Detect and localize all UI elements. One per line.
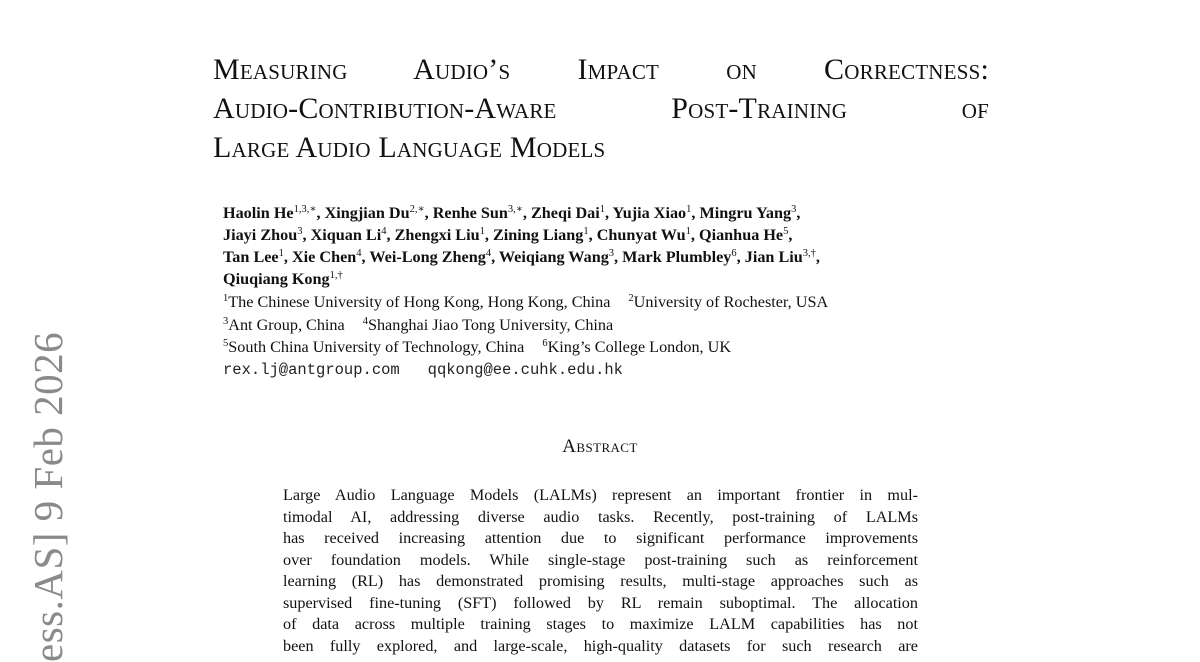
affiliation-line [223,336,983,359]
contact-emails [223,359,983,382]
abstract-line: has received increasing attention due to significant performance improvements [283,529,918,547]
affiliation-marker: 2 [628,293,634,304]
author-separator: , [691,204,700,222]
author-affiliation-marker: 4 [356,248,362,259]
author-separator: , [588,226,597,244]
author-separator: , [386,226,395,244]
affiliation-5: South China University of Technology, China [228,338,525,356]
author-separator: , [316,204,325,222]
author-name: Mingru Yang [699,204,792,222]
author-affiliation-marker: 3 [608,248,615,259]
author-name: Jiayi Zhou [223,226,298,244]
affiliation-marker: 4 [362,315,368,327]
author-line [223,246,983,268]
abstract-line: learning (RL) has demonstrated promising results, multi-stage approaches such as [283,572,918,590]
author-name: Xingjian Du [324,204,410,222]
author-affiliation-marker: 1 [583,226,589,237]
author-line [223,202,983,224]
title-line-1: Measuring Audio’s Impact on Correctness: [213,53,989,86]
author-name: Chunyat Wu [596,226,686,244]
abstract-line: Large Audio Language Models (LALMs) represent an important frontier in mul- [283,486,918,504]
affiliation-marker: 3 [223,315,229,327]
author-name: Tan Lee [223,248,279,266]
author-affiliation-marker: 6 [731,248,737,259]
author-line [223,268,983,290]
author-name: Wei-Long Zheng [369,248,486,266]
paper-title [213,50,989,167]
author-separator: , [302,226,311,244]
author-affiliation-marker: 2,∗ [409,204,425,215]
author-name: Qiuqiang Kong [223,270,330,288]
author-separator: , [736,248,745,266]
author-affiliation-marker: 1 [685,226,691,237]
affiliation-6: King’s College London, UK [547,338,732,356]
author-affiliation-marker: 1 [599,204,606,215]
abstract-line: over foundation models. While single-stage post-training such as reinforcement [283,550,918,569]
affiliations [223,291,983,381]
author-affiliation-marker: 1 [686,204,692,215]
abstract-body [283,485,918,657]
affiliation-marker: 6 [542,338,548,349]
abstract-line: of data across multiple training stages to maximize LALM capabilities has not [283,615,918,633]
author-affiliation-marker: 1 [278,248,284,259]
author-name: Haolin He [223,204,294,222]
author-separator: , [361,248,370,266]
author-separator: , [614,248,623,266]
author-name: Yujia Xiao [612,204,687,222]
author-separator: , [605,204,613,222]
author-list [223,202,983,290]
author-name: Qianhua He [699,226,784,244]
author-affiliation-marker: 1 [479,226,485,237]
author-separator: , [283,248,292,266]
author-name: Jian Liu [744,248,803,266]
author-affiliation-marker: 4 [381,226,387,237]
author-name: Xiquan Li [310,226,382,244]
abstract-heading: Abstract [562,436,638,457]
affiliation-3: Ant Group, China [228,315,345,334]
author-affiliation-marker: 4 [485,248,492,259]
abstract-line: supervised fine-tuning (SFT) followed by RL remain suboptimal. The allocation [283,593,918,612]
abstract-line: been fully explored, and large-scale, high-quality datasets for such research are [283,636,918,655]
author-separator: , [522,204,531,222]
author-separator: , [484,226,493,244]
title-line-3: Large Audio Language Models [213,131,606,164]
email-link-2[interactable]: qqkong@ee.cuhk.edu.hk [427,360,623,379]
title-line-2: Audio-Contribution-Aware Post-Training of [213,92,989,125]
affiliation-4: Shanghai Jiao Tong University, China [367,315,614,334]
author-affiliation-marker: 5 [783,226,789,237]
author-separator: , [424,204,433,222]
affiliation-marker: 5 [223,338,229,349]
author-affiliation-marker: 3,† [802,248,816,259]
author-affiliation-marker: 3 [297,226,303,237]
author-separator: , [815,248,820,266]
affiliation-marker: 1 [223,293,229,304]
author-name: Zheqi Dai [530,204,600,222]
affiliation-2: University of Rochester, USA [633,293,829,311]
author-name: Zhengxi Liu [394,226,480,244]
abstract-line: timodal AI, addressing diverse audio tasks. Recently, post-training of LALMs [283,507,918,526]
author-name: Mark Plumbley [622,248,732,266]
author-affiliation-marker: 1,3,∗ [293,204,317,215]
author-affiliation-marker: 3 [791,204,797,215]
author-separator: , [796,204,801,222]
author-separator: , [788,226,793,244]
email-link-1[interactable]: rex.lj@antgroup.com [223,360,400,379]
author-separator: , [690,226,699,244]
author-name: Renhe Sun [432,204,508,222]
affiliation-line [223,291,983,314]
author-separator: , [491,248,499,266]
author-affiliation-marker: 3,∗ [507,204,523,215]
author-name: Xie Chen [291,248,357,266]
author-name: Weiqiang Wang [498,248,609,266]
author-name: Zining Liang [492,226,584,244]
arxiv-watermark: ess.AS] 9 Feb 2026 [25,331,71,662]
author-line [223,224,983,246]
affiliation-1: The Chinese University of Hong Kong, Hong Kong, China [228,293,611,311]
affiliation-line [223,314,983,337]
author-affiliation-marker: 1,† [329,270,343,281]
